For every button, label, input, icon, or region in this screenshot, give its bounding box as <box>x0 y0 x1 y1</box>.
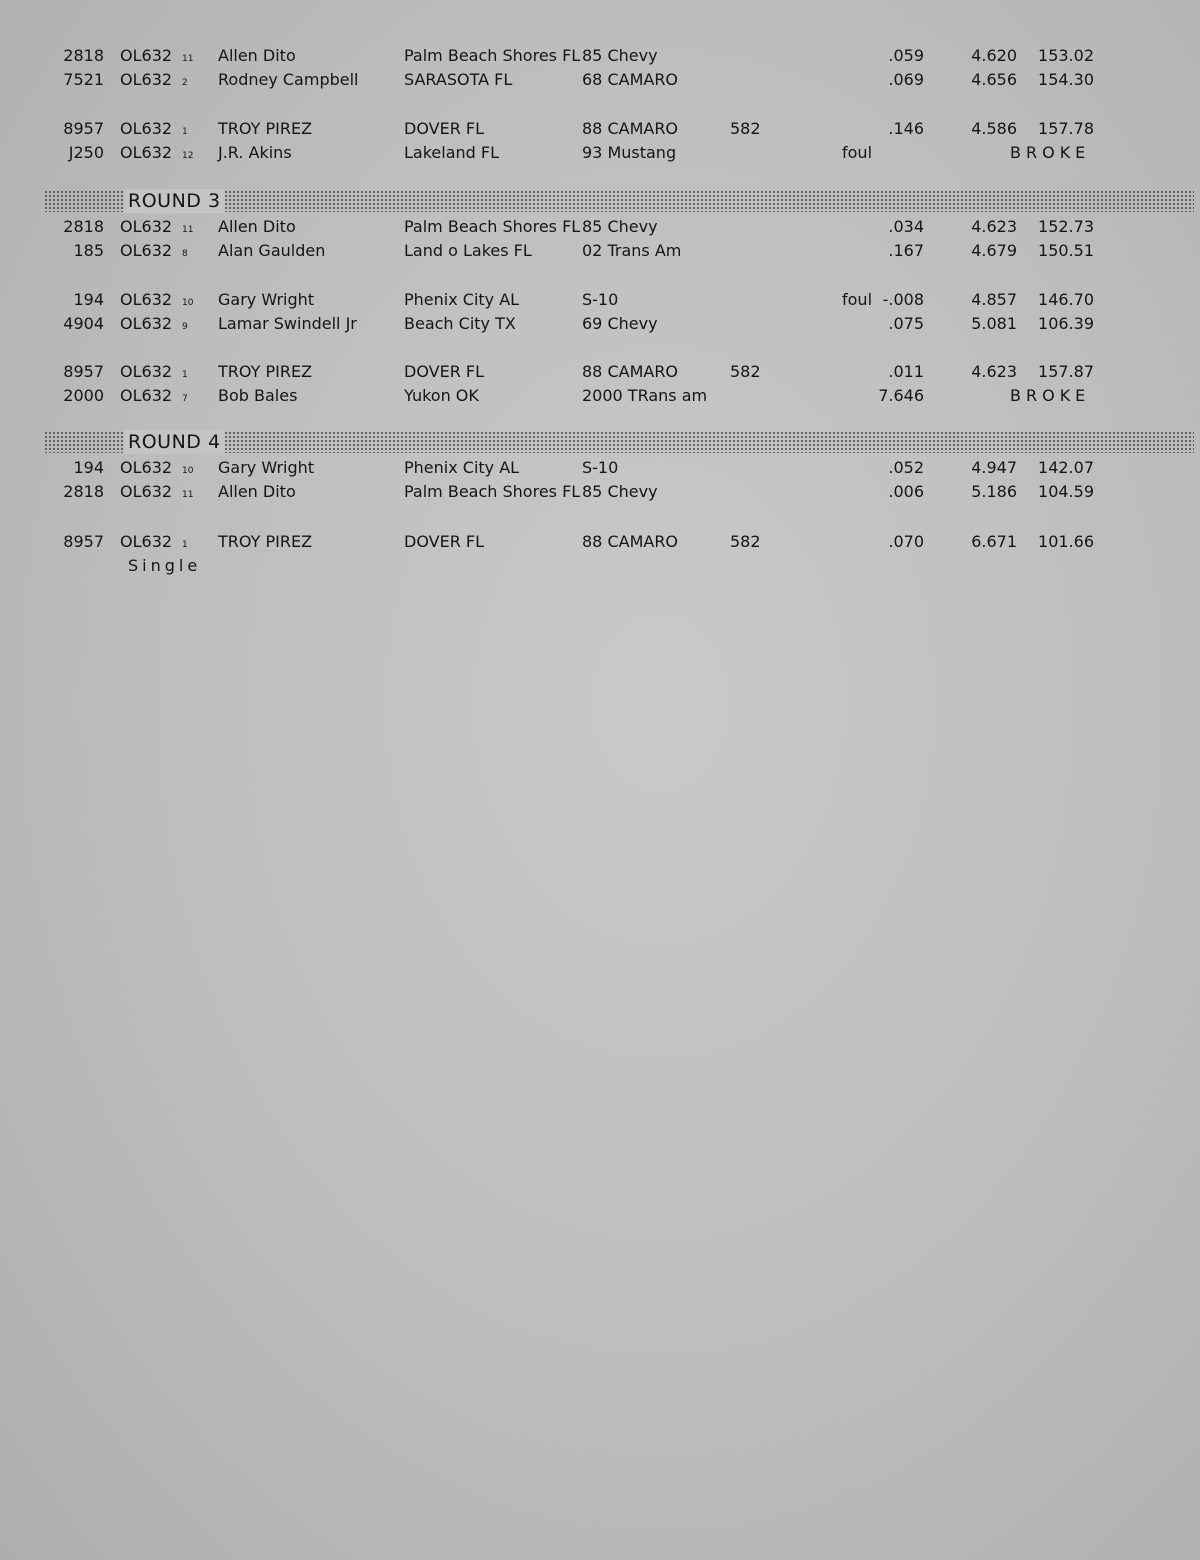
vehicle: 88 CAMARO <box>582 532 679 551</box>
result-row <box>0 384 1200 408</box>
car-number: 8957 <box>63 362 104 381</box>
hometown: Beach City TX <box>404 314 516 333</box>
vehicle: 88 CAMARO <box>582 362 679 381</box>
class-code: OL632 2 <box>120 70 188 89</box>
vehicle: S-10 <box>582 458 619 477</box>
result-row <box>0 141 1200 165</box>
hometown: Lakeland FL <box>404 143 500 162</box>
car-number: 4904 <box>63 314 104 333</box>
seed-number: 2 <box>182 78 188 88</box>
round-header <box>44 190 1194 212</box>
vehicle: 68 CAMARO <box>582 70 679 89</box>
speed-mph: 142.07 <box>1038 458 1094 477</box>
reaction-time: .069 <box>888 70 924 89</box>
elapsed-time: 4.947 <box>971 458 1017 477</box>
engine: 582 <box>730 119 761 138</box>
class-code: OL632 11 <box>120 46 194 65</box>
result-row <box>0 215 1200 239</box>
hometown: Phenix City AL <box>404 290 520 309</box>
class-code: OL632 10 <box>120 458 194 477</box>
reaction-time: .059 <box>888 46 924 65</box>
elapsed-time: 4.620 <box>971 46 1017 65</box>
car-number: 194 <box>73 290 104 309</box>
hometown: Palm Beach Shores FL <box>404 46 581 65</box>
driver-name: Alan Gaulden <box>218 241 326 260</box>
driver-name: Gary Wright <box>218 290 315 309</box>
speed-mph: 157.87 <box>1038 362 1094 381</box>
driver-name: Rodney Campbell <box>218 70 359 89</box>
vehicle: 85 Chevy <box>582 217 658 236</box>
reaction-time: 7.646 <box>878 386 924 405</box>
seed-number: 1 <box>182 540 188 550</box>
class-code: OL632 12 <box>120 143 194 162</box>
round-title: ROUND 3 <box>124 189 225 213</box>
speed-mph: 157.78 <box>1038 119 1094 138</box>
hometown: DOVER FL <box>404 532 485 551</box>
reaction-time: .034 <box>888 217 924 236</box>
seed-number: 10 <box>182 298 194 308</box>
foul-flag: foul <box>842 290 873 309</box>
vehicle: 85 Chevy <box>582 482 658 501</box>
seed-number: 8 <box>182 249 188 259</box>
speed-mph: 104.59 <box>1038 482 1094 501</box>
car-number: 2818 <box>63 482 104 501</box>
car-number: 2818 <box>63 46 104 65</box>
single-run-label: Single <box>128 556 202 575</box>
seed-number: 11 <box>182 490 194 500</box>
broke-flag: BROKE <box>1010 386 1091 405</box>
car-number: 8957 <box>63 119 104 138</box>
reaction-time: .011 <box>888 362 924 381</box>
seed-number: 11 <box>182 225 194 235</box>
speed-mph: 150.51 <box>1038 241 1094 260</box>
reaction-time: -.008 <box>882 290 924 309</box>
car-number: 2818 <box>63 217 104 236</box>
reaction-time: .006 <box>888 482 924 501</box>
elapsed-time: 4.857 <box>971 290 1017 309</box>
hometown: Palm Beach Shores FL <box>404 482 581 501</box>
class-code: OL632 11 <box>120 217 194 236</box>
result-row <box>0 117 1200 141</box>
seed-number: 12 <box>182 151 194 161</box>
driver-name: Allen Dito <box>218 217 296 236</box>
driver-name: J.R. Akins <box>218 143 292 162</box>
reaction-time: .075 <box>888 314 924 333</box>
class-code: OL632 1 <box>120 119 188 138</box>
broke-flag: BROKE <box>1010 143 1091 162</box>
driver-name: Allen Dito <box>218 46 296 65</box>
elapsed-time: 4.623 <box>971 217 1017 236</box>
speed-mph: 153.02 <box>1038 46 1094 65</box>
reaction-time: .070 <box>888 532 924 551</box>
seed-number: 11 <box>182 54 194 64</box>
elapsed-time: 4.623 <box>971 362 1017 381</box>
car-number: 2000 <box>63 386 104 405</box>
speed-mph: 154.30 <box>1038 70 1094 89</box>
vehicle: 88 CAMARO <box>582 119 679 138</box>
reaction-time: .052 <box>888 458 924 477</box>
car-number: 194 <box>73 458 104 477</box>
elapsed-time: 4.586 <box>971 119 1017 138</box>
hometown: Palm Beach Shores FL <box>404 217 581 236</box>
driver-name: Lamar Swindell Jr <box>218 314 357 333</box>
foul-flag: foul <box>842 143 873 162</box>
reaction-time: .167 <box>888 241 924 260</box>
class-code: OL632 9 <box>120 314 188 333</box>
car-number: 8957 <box>63 532 104 551</box>
car-number: J250 <box>68 143 104 162</box>
speed-mph: 106.39 <box>1038 314 1094 333</box>
seed-number: 10 <box>182 466 194 476</box>
result-row <box>0 288 1200 312</box>
seed-number: 9 <box>182 322 188 332</box>
vehicle: 69 Chevy <box>582 314 658 333</box>
result-row <box>0 480 1200 504</box>
driver-name: Gary Wright <box>218 458 315 477</box>
driver-name: Bob Bales <box>218 386 298 405</box>
reaction-time: .146 <box>888 119 924 138</box>
driver-name: Allen Dito <box>218 482 296 501</box>
result-row <box>0 68 1200 92</box>
hometown: Land o Lakes FL <box>404 241 532 260</box>
speed-mph: 101.66 <box>1038 532 1094 551</box>
class-code: OL632 1 <box>120 532 188 551</box>
elapsed-time: 4.656 <box>971 70 1017 89</box>
result-row <box>0 44 1200 68</box>
elapsed-time: 5.186 <box>971 482 1017 501</box>
result-row <box>0 360 1200 384</box>
driver-name: TROY PIREZ <box>218 119 313 138</box>
seed-number: 1 <box>182 127 188 137</box>
hometown: DOVER FL <box>404 362 485 381</box>
round-title: ROUND 4 <box>124 430 225 454</box>
result-row <box>0 312 1200 336</box>
result-row <box>0 456 1200 480</box>
elapsed-time: 4.679 <box>971 241 1017 260</box>
car-number: 185 <box>73 241 104 260</box>
hometown: SARASOTA FL <box>404 70 513 89</box>
vehicle: 02 Trans Am <box>582 241 682 260</box>
elapsed-time: 5.081 <box>971 314 1017 333</box>
car-number: 7521 <box>63 70 104 89</box>
engine: 582 <box>730 532 761 551</box>
hometown: DOVER FL <box>404 119 485 138</box>
speed-mph: 146.70 <box>1038 290 1094 309</box>
hometown: Yukon OK <box>404 386 479 405</box>
driver-name: TROY PIREZ <box>218 362 313 381</box>
class-code: OL632 11 <box>120 482 194 501</box>
seed-number: 7 <box>182 394 188 404</box>
vehicle: 93 Mustang <box>582 143 677 162</box>
vehicle: 2000 TRans am <box>582 386 708 405</box>
class-code: OL632 7 <box>120 386 188 405</box>
vehicle: 85 Chevy <box>582 46 658 65</box>
round-header <box>44 431 1194 453</box>
class-code: OL632 1 <box>120 362 188 381</box>
seed-number: 1 <box>182 370 188 380</box>
vehicle: S-10 <box>582 290 619 309</box>
class-code: OL632 10 <box>120 290 194 309</box>
result-row <box>0 530 1200 554</box>
driver-name: TROY PIREZ <box>218 532 313 551</box>
elapsed-time: 6.671 <box>971 532 1017 551</box>
engine: 582 <box>730 362 761 381</box>
speed-mph: 152.73 <box>1038 217 1094 236</box>
class-code: OL632 8 <box>120 241 188 260</box>
hometown: Phenix City AL <box>404 458 520 477</box>
result-row <box>0 239 1200 263</box>
